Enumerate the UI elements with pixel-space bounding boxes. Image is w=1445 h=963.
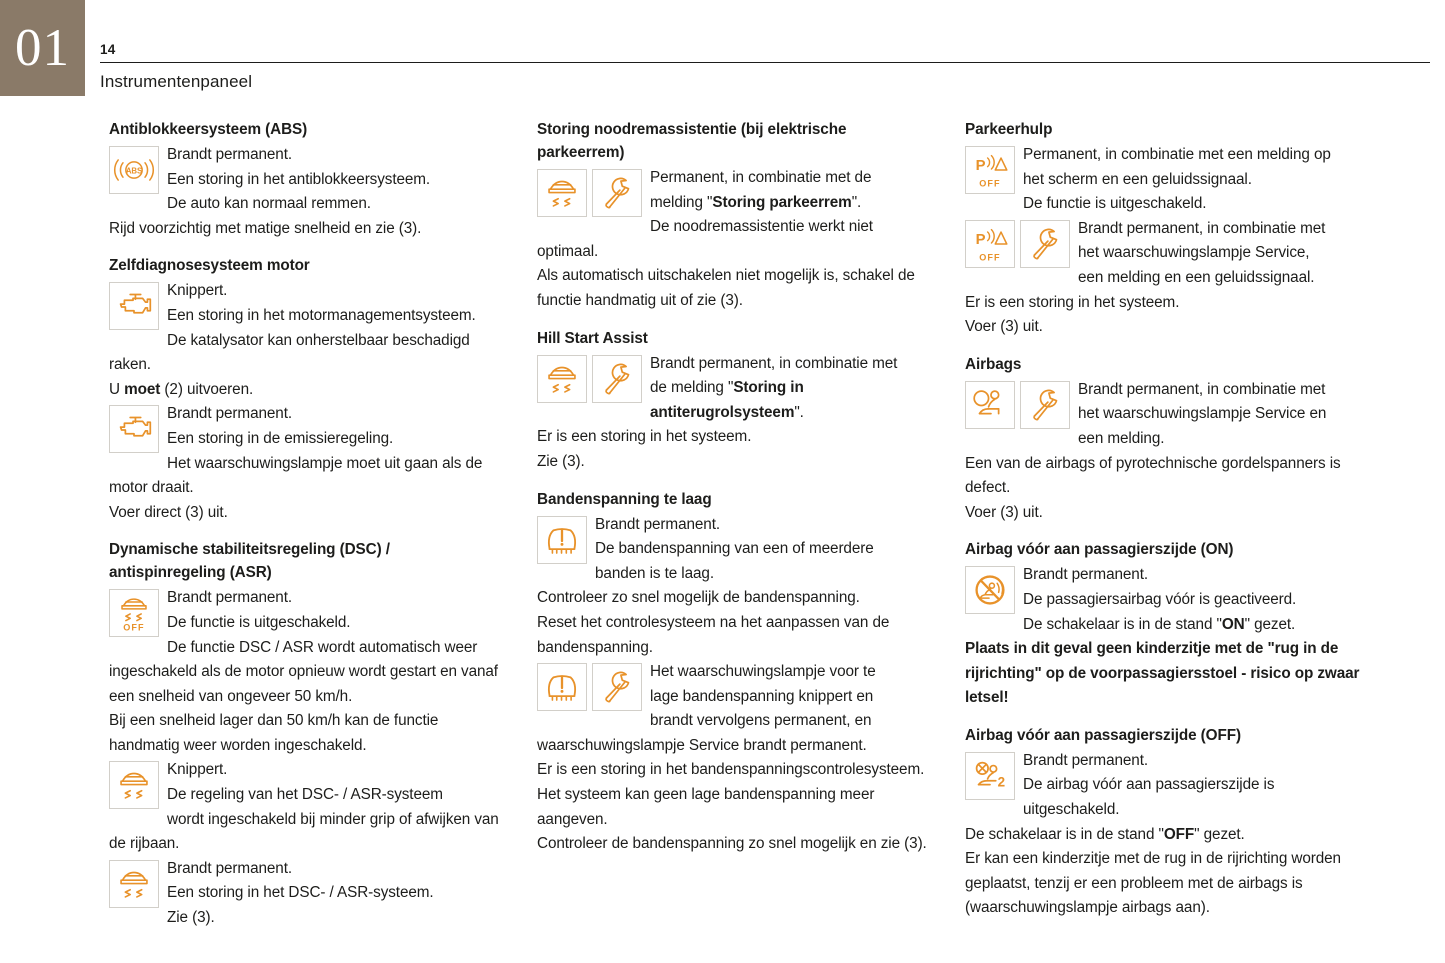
content-column-2 [537, 118, 937, 931]
warning-line: De functie is uitgeschakeld. [167, 613, 351, 631]
warning-line: Het waarschuwingslampje voor te [650, 663, 876, 681]
warning-line: de melding "Storing in [650, 379, 804, 397]
warning-section [965, 353, 1365, 526]
warning-line: De functie is uitgeschakeld. [1023, 195, 1207, 213]
warning-line: Controleer de bandenspanning zo snel mogelijk en zie (3). [537, 835, 927, 853]
warning-section [965, 118, 1365, 340]
warning-text [965, 749, 1365, 921]
warning-line: Het waarschuwingslampje moet uit gaan als de motor draait. [109, 454, 483, 497]
service-wrench-icon [1020, 381, 1070, 429]
section-heading: Dynamische stabiliteitsregeling (DSC) / antispinregeling (ASR) [109, 541, 390, 582]
warning-entry [109, 279, 509, 402]
warning-line: U moet (2) uitvoeren. [109, 380, 254, 398]
park-assist-off-icon [965, 146, 1015, 194]
warning-section [537, 327, 937, 475]
passenger-airbag-off-icon [965, 752, 1015, 800]
section-heading: Airbags [965, 355, 1022, 373]
warning-line: brandt vervolgens permanent, en waarschuwingslampje Service brandt permanent. [537, 712, 872, 754]
warning-icon-group [965, 146, 1015, 194]
dsc-asr-icon [537, 169, 587, 217]
warning-line: het scherm en een geluidssignaal. [1023, 170, 1252, 188]
warning-entry [109, 758, 509, 856]
warning-line: Voer (3) uit. [965, 318, 1043, 336]
section-heading: Airbag vóór aan passagierszijde (ON) [965, 541, 1234, 559]
warning-line: antiterugrolsysteem". [650, 403, 804, 421]
warning-text [109, 402, 509, 525]
warning-entry [965, 143, 1365, 217]
warning-entry [537, 513, 937, 661]
warning-text [109, 279, 509, 402]
chapter-badge: 01 [0, 0, 85, 96]
service-wrench-icon [592, 663, 642, 711]
warning-line: het waarschuwingslampje Service en [1078, 405, 1327, 423]
service-wrench-icon [1020, 220, 1070, 268]
warning-entry [965, 563, 1365, 711]
header-divider [100, 62, 1430, 63]
warning-line: Brandt permanent. [1023, 566, 1148, 584]
warning-text [109, 143, 509, 241]
warning-line: Als automatisch uitschakelen niet mogelijk is, schakel de functie handmatig uit of zie (3). [537, 267, 915, 309]
engine-check-icon [109, 405, 159, 453]
warning-section [109, 254, 509, 525]
content-column-1 [109, 118, 509, 931]
warning-line: Een van de airbags of pyrotechnische gordelspanners is defect. [965, 454, 1341, 497]
warning-text [109, 758, 509, 856]
warning-line: Brandt permanent, in combinatie met [1078, 219, 1326, 237]
tire-pressure-icon [537, 663, 587, 711]
warning-line: Er kan een kinderzitje met de rug in de rijrichting worden geplaatst, tenzij er een probleem met de airbags is (waarschuwingslampje airbags aan). [965, 850, 1341, 917]
warning-line: De katalysator kan onherstelbaar beschadigd raken. [109, 331, 470, 374]
warning-text [965, 143, 1365, 217]
warning-entry [537, 352, 937, 475]
warning-entry [537, 660, 937, 857]
dsc-asr-icon [109, 860, 159, 908]
warning-line: De airbag vóór aan passagierszijde is [1023, 776, 1275, 794]
service-wrench-icon [592, 355, 642, 403]
warning-icon-group [537, 169, 642, 217]
warning-line: Brandt permanent. [595, 515, 720, 533]
warning-line: Er is een storing in het systeem. [965, 293, 1180, 311]
warning-entry [109, 586, 509, 758]
warning-line: Knippert. [167, 761, 228, 779]
tire-pressure-icon [537, 516, 587, 564]
warning-entry [109, 143, 509, 241]
warning-line: Brandt permanent. [167, 405, 292, 423]
airbag-icon [965, 381, 1015, 429]
dsc-asr-icon [537, 355, 587, 403]
warning-line: Brandt permanent, in combinatie met [650, 354, 898, 372]
warning-icon-group [537, 663, 642, 711]
warning-icon-group [537, 355, 642, 403]
warning-line: Controleer zo snel mogelijk de bandenspanning. [537, 589, 860, 607]
dsc-asr-icon [109, 761, 159, 809]
content-columns [109, 118, 1394, 931]
abs-warning-icon [109, 146, 159, 194]
warning-section [965, 724, 1365, 921]
warning-line: Brandt permanent. [167, 146, 292, 163]
warning-entry [965, 217, 1365, 340]
engine-check-icon [109, 282, 159, 330]
warning-line: het waarschuwingslampje Service, [1078, 244, 1310, 262]
warning-line: Een storing in de emissieregeling. [167, 429, 394, 447]
warning-line: een melding en een geluidssignaal. [1078, 268, 1315, 286]
warning-section [109, 118, 509, 241]
warning-icon-group [109, 589, 159, 637]
park-assist-off-icon [965, 220, 1015, 268]
warning-entry [965, 749, 1365, 921]
warning-line: De noodremassistentie werkt niet optimaal. [537, 218, 873, 260]
warning-line: Een storing in het antiblokkeersysteem. [167, 170, 431, 188]
warning-line: Voer direct (3) uit. [109, 503, 228, 521]
warning-line: Een storing in het DSC- / ASR-systeem. [167, 884, 434, 902]
page-header [0, 0, 1445, 96]
warning-section [537, 118, 937, 314]
warning-line: De bandenspanning van een of meerdere [595, 540, 874, 558]
section-heading: Antiblokkeersysteem (ABS) [109, 121, 308, 138]
warning-icon-group [109, 146, 159, 194]
warning-icon-group [965, 752, 1015, 800]
warning-line: lage bandenspanning knippert en [650, 687, 874, 705]
section-name-block [100, 66, 252, 93]
warning-section [537, 488, 937, 857]
warning-line: wordt ingeschakeld bij minder grip of afwijken van de rijbaan. [109, 810, 499, 853]
warning-line: Brandt permanent. [167, 859, 292, 877]
dsc-asr-off-icon [109, 589, 159, 637]
warning-line-emphasis: Plaats in dit geval geen kinderzitje met de "rug in de rijrichting" op de voorpassagiersstoel - risico op zwaar letsel! [965, 640, 1360, 707]
warning-line: een melding. [1078, 429, 1165, 447]
warning-entry [537, 166, 937, 314]
warning-line: Permanent, in combinatie met de [650, 169, 872, 186]
section-heading: Airbag vóór aan passagierszijde (OFF) [965, 726, 1241, 744]
warning-line: Permanent, in combinatie met een melding op [1023, 146, 1331, 163]
warning-text [965, 563, 1365, 711]
warning-text [537, 513, 937, 661]
warning-line: melding "Storing parkeerrem". [650, 193, 862, 211]
warning-line: Zie (3). [167, 909, 215, 927]
warning-icon-group [109, 761, 159, 809]
warning-line: De auto kan normaal remmen. [167, 195, 371, 213]
warning-text [109, 857, 509, 931]
warning-line: De schakelaar is in de stand "OFF" gezet. [965, 825, 1245, 843]
service-wrench-icon [592, 169, 642, 217]
warning-line: Er is een storing in het bandenspanningscontrolesysteem. [537, 761, 925, 779]
warning-line: Bij een snelheid lager dan 50 km/h kan de functie handmatig weer worden ingeschakeld. [109, 712, 439, 754]
warning-line: Voer (3) uit. [965, 503, 1043, 521]
passenger-airbag-on-icon [965, 566, 1015, 614]
warning-section [109, 538, 509, 930]
warning-icon-group [109, 405, 159, 453]
content-column-3 [965, 118, 1365, 931]
warning-line: Brandt permanent. [1023, 751, 1148, 769]
warning-line: Het systeem kan geen lage bandenspanning meer aangeven. [537, 786, 875, 828]
warning-text [109, 586, 509, 758]
warning-line: Brandt permanent. [167, 589, 292, 607]
warning-line: Brandt permanent, in combinatie met [1078, 380, 1326, 398]
warning-line: De passagiersairbag vóór is geactiveerd. [1023, 590, 1297, 608]
warning-entry [965, 378, 1365, 526]
page-number: 14 [100, 42, 116, 57]
warning-line: De functie DSC / ASR wordt automatisch weer ingeschakeld als de motor opnieuw wordt gestart en vanaf een snelheid van ongeveer 50 km/h. [109, 638, 498, 705]
warning-line: Reset het controlesysteem na het aanpassen van de bandenspanning. [537, 613, 890, 656]
section-heading: Parkeerhulp [965, 121, 1053, 138]
warning-entry [109, 402, 509, 525]
section-heading: Zelfdiagnosesysteem motor [109, 257, 310, 275]
page-title: Instrumentenpaneel [100, 72, 253, 91]
warning-icon-group [965, 566, 1015, 614]
header-text-block [100, 42, 115, 57]
warning-line: Knippert. [167, 282, 228, 300]
warning-icon-group [109, 860, 159, 908]
section-heading: Bandenspanning te laag [537, 490, 712, 508]
section-heading: Storing noodremassistentie (bij elektrische parkeerrem) [537, 121, 847, 161]
warning-entry [109, 857, 509, 931]
warning-icon-group [537, 516, 587, 564]
section-heading: Hill Start Assist [537, 329, 648, 347]
warning-line: uitgeschakeld. [1023, 801, 1120, 819]
warning-line: Zie (3). [537, 452, 585, 470]
warning-line: Er is een storing in het systeem. [537, 428, 752, 446]
warning-line: banden is te laag. [595, 564, 714, 582]
warning-line: Een storing in het motormanagementsysteem. [167, 306, 476, 324]
warning-icon-group [965, 220, 1070, 268]
warning-icon-group [109, 282, 159, 330]
warning-line: Rijd voorzichtig met matige snelheid en zie (3). [109, 219, 422, 237]
warning-line: De regeling van het DSC- / ASR-systeem [167, 786, 443, 804]
warning-section [965, 538, 1365, 711]
warning-icon-group [965, 381, 1070, 429]
warning-line: De schakelaar is in de stand "ON" gezet. [1023, 615, 1296, 633]
